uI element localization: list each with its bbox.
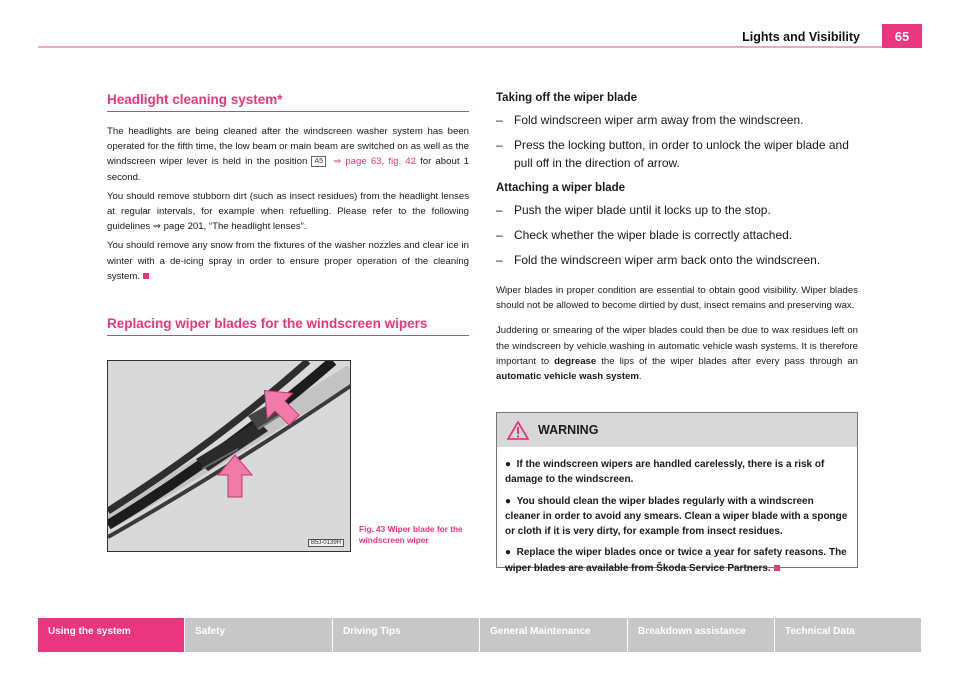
footer-navigation <box>38 618 922 652</box>
warning-item: ● You should clean the wiper blades regularly with a windscreen cleaner in order to avoid any smears. Clean a wiper blade with a sponge or cloth if it is very dirty, for example from insect residues. <box>505 495 848 538</box>
warning-item: ● Replace the wiper blades once or twice a year for safety reasons. The wiper blades are available from Škoda Service Partners. <box>505 547 847 574</box>
warning-box <box>496 412 858 574</box>
left-column <box>107 92 469 336</box>
tab-using-the-system[interactable]: Using the system <box>38 618 185 652</box>
paragraph-headlight-cleaning: The headlights are being cleaned after the windscreen washer system has been operated for the fifth time, the low beam or main beam are switched on as well as the windscreen wiper lever is held in the position A5 ⇒ page 63, fig. 42 for about 1 second. <box>107 126 469 183</box>
header-rule <box>38 46 882 48</box>
wiper-blade-illustration <box>108 361 351 552</box>
tab-safety[interactable]: Safety <box>185 618 333 652</box>
tab-general-maintenance[interactable]: General Maintenance <box>480 618 628 652</box>
wiper-position-symbol: A5 <box>311 156 326 167</box>
warning-title: WARNING <box>538 423 599 437</box>
step-item: – Fold windscreen wiper arm away from the windscreen. <box>496 113 804 127</box>
step-item: – Push the wiper blade until it locks up to the stop. <box>496 203 771 217</box>
paragraph-juddering: Juddering or smearing of the wiper blades could then be due to wax residues left on the windscreen by vehicle washing in automatic vehicle wash systems. It is therefore important to degrease the lips of the wiper blades after every pass through an automatic vehicle wash system. <box>496 325 859 383</box>
section-title-replacing-wiper-blades: Replacing wiper blades for the windscreen wipers <box>107 316 469 336</box>
paragraph-snow-ice: You should remove any snow from the fixtures of the washer nozzles and clear ice in winter with a de-icing spray in order to ensure proper operation of the cleaning system. <box>107 240 469 282</box>
heading-attaching-wiper-blade: Attaching a wiper blade <box>496 182 626 194</box>
warning-triangle-icon <box>507 421 529 440</box>
tab-driving-tips[interactable]: Driving Tips <box>333 618 480 652</box>
warning-header <box>497 413 857 447</box>
bullet-icon: ● <box>505 459 512 470</box>
heading-taking-off-wiper-blade: Taking off the wiper blade <box>496 92 637 104</box>
step-item: – Press the locking button, in order to unlock the wiper blade and pull off in the direction of arrow. <box>496 138 849 170</box>
step-item: – Fold the windscreen wiper arm back onto the windscreen. <box>496 253 821 267</box>
cross-reference-link[interactable]: ⇒ page 63, fig. 42 <box>333 156 416 168</box>
warning-item: ● If the windscreen wipers are handled carelessly, there is a risk of damage to the windscreen. <box>505 459 825 486</box>
page-header-title: Lights and Visibility <box>742 30 860 44</box>
section-title-headlight-cleaning: Headlight cleaning system* <box>107 92 469 112</box>
step-item: – Check whether the wiper blade is correctly attached. <box>496 228 793 242</box>
tab-breakdown-assistance[interactable]: Breakdown assistance <box>628 618 775 652</box>
bullet-icon: ● <box>505 547 512 559</box>
section-end-marker <box>143 273 149 279</box>
warning-body <box>497 447 857 576</box>
right-column <box>496 92 858 384</box>
figure-caption: Fig. 43 Wiper blade for the windscreen wiper <box>359 524 463 545</box>
wiper-blade-figure <box>107 360 351 552</box>
page-number: 65 <box>882 24 922 48</box>
paragraph-wiper-condition: Wiper blades in proper condition are essential to obtain good visibility. Wiper blades should not be allowed to become dirtied by dust, insect remains and preserving wax. <box>496 285 858 312</box>
paragraph-stubborn-dirt: You should remove stubborn dirt (such as insect residues) from the headlight lenses at regular intervals, for example when refuelling. Please refer to the following guidelines ⇒ page 201, “The headlight lenses”. <box>107 190 469 233</box>
section-end-marker <box>774 565 780 571</box>
figure-code-label: B5J-0139H <box>308 539 344 547</box>
bullet-icon: ● <box>505 495 512 507</box>
tab-technical-data[interactable]: Technical Data <box>775 618 922 652</box>
